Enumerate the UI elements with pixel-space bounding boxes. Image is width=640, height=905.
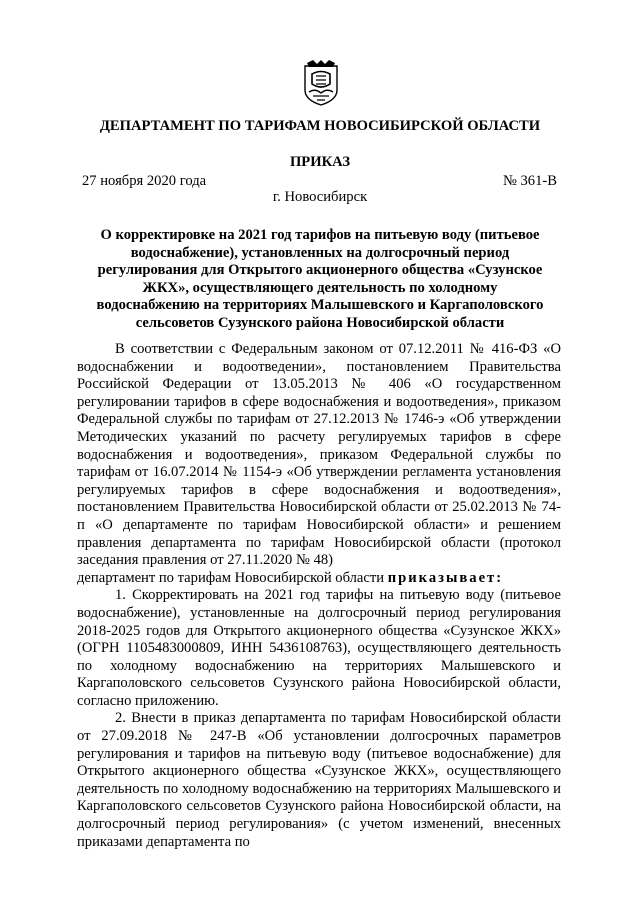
order-subject: О корректировке на 2021 год тарифов на питьевую воду (питьевое водоснабжение), установленных на долгосрочный период регулирования для Открытого акционерного общества «Сузунское ЖКХ», осуществляющего деятельность по холодному водоснабжению на территориях Малышевского и Каргаполовского сельсоветов Сузунского района Новосибирской области <box>96 227 544 331</box>
item-2-paragraph: 2. Внести в приказ департамента по тарифам Новосибирской области от 27.09.2018 № 247-В «Об установлении долгосрочных параметров регулирования и тарифов на питьевую воду (питьевое водоснабжение) для Открытого акционерного общества «Сузунское ЖКХ», осуществляющего деятельность по холодному водоснабжению на территориях Малышевского и Каргаполовского сельсоветов Сузунского района Новосибирской области, на долгосрочный период регулирования» (с учетом изменений, внесенных приказами департамента по <box>77 710 561 850</box>
department-title: ДЕПАРТАМЕНТ ПО ТАРИФАМ НОВОСИБИРСКОЙ ОБЛАСТИ <box>99 118 541 134</box>
order-number: № 361-В <box>502 173 557 189</box>
order-title: ПРИКАЗ <box>289 154 351 170</box>
decree-line: департамент по тарифам Новосибирской области <box>77 569 385 586</box>
order-date: 27 ноября 2020 года <box>82 173 207 189</box>
order-city: г. Новосибирск <box>272 189 368 205</box>
item-1-paragraph: 1. Скорректировать на 2021 год тарифы на питьевую воду (питьевое водоснабжение), установленные на долгосрочный период регулирования 2018-2025 годов для Открытого акционерного общества «Сузунское ЖКХ» (ОГРН 1105483000809, ИНН 5436108763), осуществляющего деятельность по холодному водоснабжению на территориях Малышевского и Каргаполовского сельсоветов Сузунского района Новосибирской области, согласно приложению. <box>77 587 561 709</box>
decree-word: приказывает: <box>387 569 504 586</box>
preamble-paragraph: В соответствии с Федеральным законом от 07.12.2011 № 416-ФЗ «О водоснабжении и водоотведении», постановлением Правительства Российской Федерации от 13.05.2013 № 406 «О государственном регулировании тарифов в сфере водоснабжения и водоотведения», приказом Федеральной службы по тарифам от 27.12.2013 № 1746-э «Об утверждении Методических указаний по расчету регулируемых тарифов в сфере водоснабжения и водоотведения», приказом Федеральной службы по тарифам от 16.07.2014 № 1154-э «Об утверждении регламента установления регулируемых тарифов в сфере водоснабжения и водоотведения», постановлением Правительства Новосибирской области от 25.02.2013 № 74-п «О департаменте по тарифам Новосибирской области» и решением правления департамента по тарифам Новосибирской области (протокол заседания правления от 27.11.2020 № 48) <box>77 341 561 569</box>
decree-paragraph <box>77 570 561 588</box>
document-body <box>77 341 561 851</box>
coat-of-arms-icon <box>303 60 339 106</box>
